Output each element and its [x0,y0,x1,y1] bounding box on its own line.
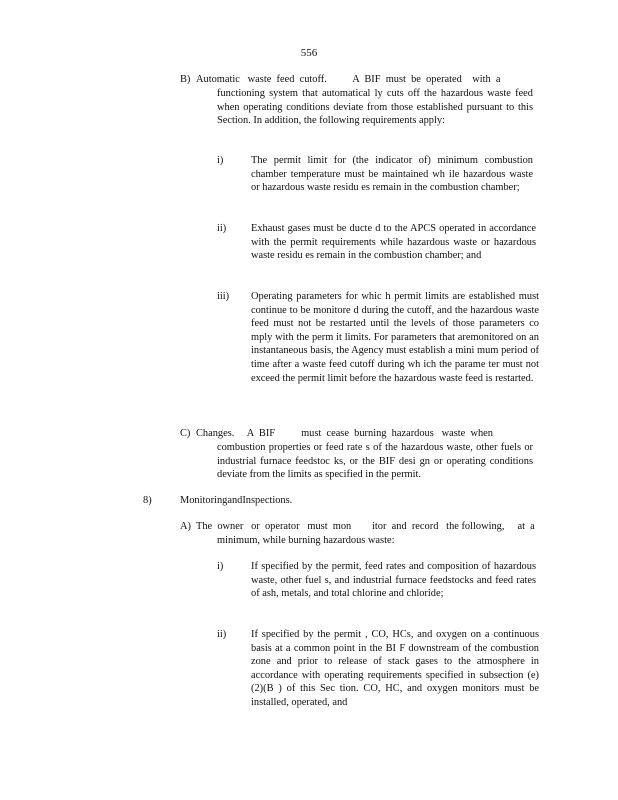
section-b-label: B) [180,74,191,85]
item-label: i) [217,155,224,166]
section-a-body: minimum, while burning hazardous waste: [217,535,395,546]
section-8-label: 8) [143,495,152,506]
item-text: Operating parameters for whic h permit limits are established must continue to be monitore d during the cutoff, and the hazardous waste feed must not be restarted until the levels of those parameters co mply with the perm it limits. For parameters that aremonitored on an instantaneous basis, the Agency must establish a mini mum period of time after a waste feed cutoff during wh ich the parame ter must not exceed the permit limit before the hazardous waste feed is restarted. [251,291,539,384]
section-a-label: A) [180,521,191,532]
item-text: Exhaust gases must be ducte d to the APCS operated in accordance with the permit requirements while hazardous waste or hazardous waste residu es remain in the combustion chamber; and [251,223,536,262]
section-8-heading: MonitoringandInspections. [180,495,293,506]
item-text: The permit limit for (the indicator of) minimum combustion chamber temperature must be maintained wh ile hazardous waste or hazardous waste residu es remain in the combustion chamber; [251,155,533,194]
section-b-first-line: Automatic waste feed cutoff. A BIF must be operated with a [196,74,501,85]
item-text: If specified by the permit, feed rates and composition of hazardous waste, other fuel s, and industrial furnace feedstocks and feed rates of ash, metals, and total chlorine and chloride; [251,561,536,600]
item-label: ii) [217,629,227,640]
section-a-first-line: The owner or operator must mon itor and record the following, at a [196,521,535,532]
section-c-body: combustion properties or feed rate s of the hazardous waste, other fuels or industrial furnace feedstoc ks, or the BIF desi gn or operating conditions deviate from the limits as specified in the permit. [217,442,533,481]
section-c-label: C) [180,428,191,439]
item-text: If specified by the permit , CO, HCs, and oxygen on a continuous basis at a common point in the BI F downstream of the combustion zone and prior to release of stack gases to the atmosphere in accordance with operating requirements specified in subsection (e)(2)(B ) of this Sec tion. CO, HC, and oxygen monitors must be installed, operated, and [251,629,539,708]
page-number: 556 [300,47,318,59]
section-b-body: functioning system that automatical ly cuts off the hazardous waste feed when operating conditions deviate from those established pursuant to this Section. In addition, the following requirements apply: [217,88,533,127]
item-label: i) [217,561,224,572]
item-label: iii) [217,291,230,302]
item-label: ii) [217,223,227,234]
section-c-first-line: Changes. A BIF must cease burning hazardous waste when [196,428,493,439]
